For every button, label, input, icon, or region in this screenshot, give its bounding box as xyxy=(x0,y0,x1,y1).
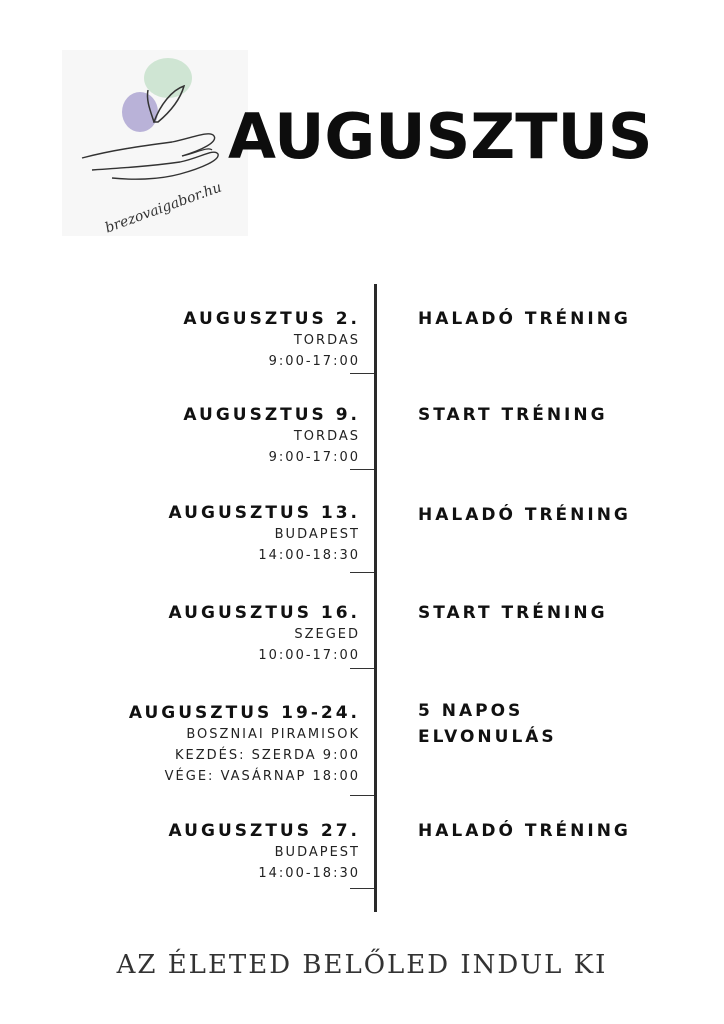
schedule-entry xyxy=(60,404,360,468)
timeline-tick xyxy=(350,469,374,470)
entry-event: HALADÓ TRÉNING xyxy=(418,505,631,525)
entry-event: HALADÓ TRÉNING xyxy=(418,309,631,329)
schedule-entry xyxy=(60,820,360,884)
entry-event: HALADÓ TRÉNING xyxy=(418,821,631,841)
timeline-line xyxy=(374,284,377,912)
entry-location: TORDAS xyxy=(293,333,360,348)
entry-location: BUDAPEST xyxy=(274,527,360,542)
timeline-tick xyxy=(350,373,374,374)
tagline: AZ ÉLETED BELŐLED INDUL KI xyxy=(116,950,608,980)
entry-event: START TRÉNING xyxy=(418,405,608,425)
entry-date: AUGUSZTUS 16. xyxy=(168,603,360,623)
entry-location: SZEGED xyxy=(294,627,360,642)
entry-location: BUDAPEST xyxy=(274,845,360,860)
timeline-tick xyxy=(350,572,374,573)
entry-date: AUGUSZTUS 9. xyxy=(183,405,360,425)
entry-event: START TRÉNING xyxy=(418,603,608,623)
timeline-tick xyxy=(350,668,374,669)
entry-time: 10:00-17:00 xyxy=(258,648,360,663)
page-title: AUGUSZTUS xyxy=(228,100,653,173)
entry-event-line: ELVONULÁS xyxy=(418,727,557,747)
entry-time: 9:00-17:00 xyxy=(268,354,360,369)
schedule-entry xyxy=(60,502,360,566)
logo-text: brezovaigabor.hu xyxy=(102,179,224,237)
schedule-entry xyxy=(60,702,360,787)
entry-location: TORDAS xyxy=(293,429,360,444)
entry-date: AUGUSZTUS 19-24. xyxy=(128,703,360,723)
entry-location: BOSZNIAI PIRAMISOK xyxy=(186,727,360,742)
timeline-tick xyxy=(350,795,374,796)
logo xyxy=(62,50,248,236)
entry-date: AUGUSZTUS 2. xyxy=(183,309,360,329)
schedule-entry xyxy=(60,602,360,666)
timeline-tick xyxy=(350,888,374,889)
entry-event xyxy=(418,698,698,750)
schedule-entry xyxy=(60,308,360,372)
entry-date: AUGUSZTUS 13. xyxy=(168,503,360,523)
entry-date: AUGUSZTUS 27. xyxy=(168,821,360,841)
entry-end: VÉGE: VASÁRNAP 18:00 xyxy=(164,769,360,784)
entry-time: 9:00-17:00 xyxy=(268,450,360,465)
entry-time: 14:00-18:30 xyxy=(258,866,360,881)
entry-event-line: 5 NAPOS xyxy=(418,701,524,721)
entry-start: KEZDÉS: SZERDA 9:00 xyxy=(174,748,360,763)
entry-time: 14:00-18:30 xyxy=(258,548,360,563)
